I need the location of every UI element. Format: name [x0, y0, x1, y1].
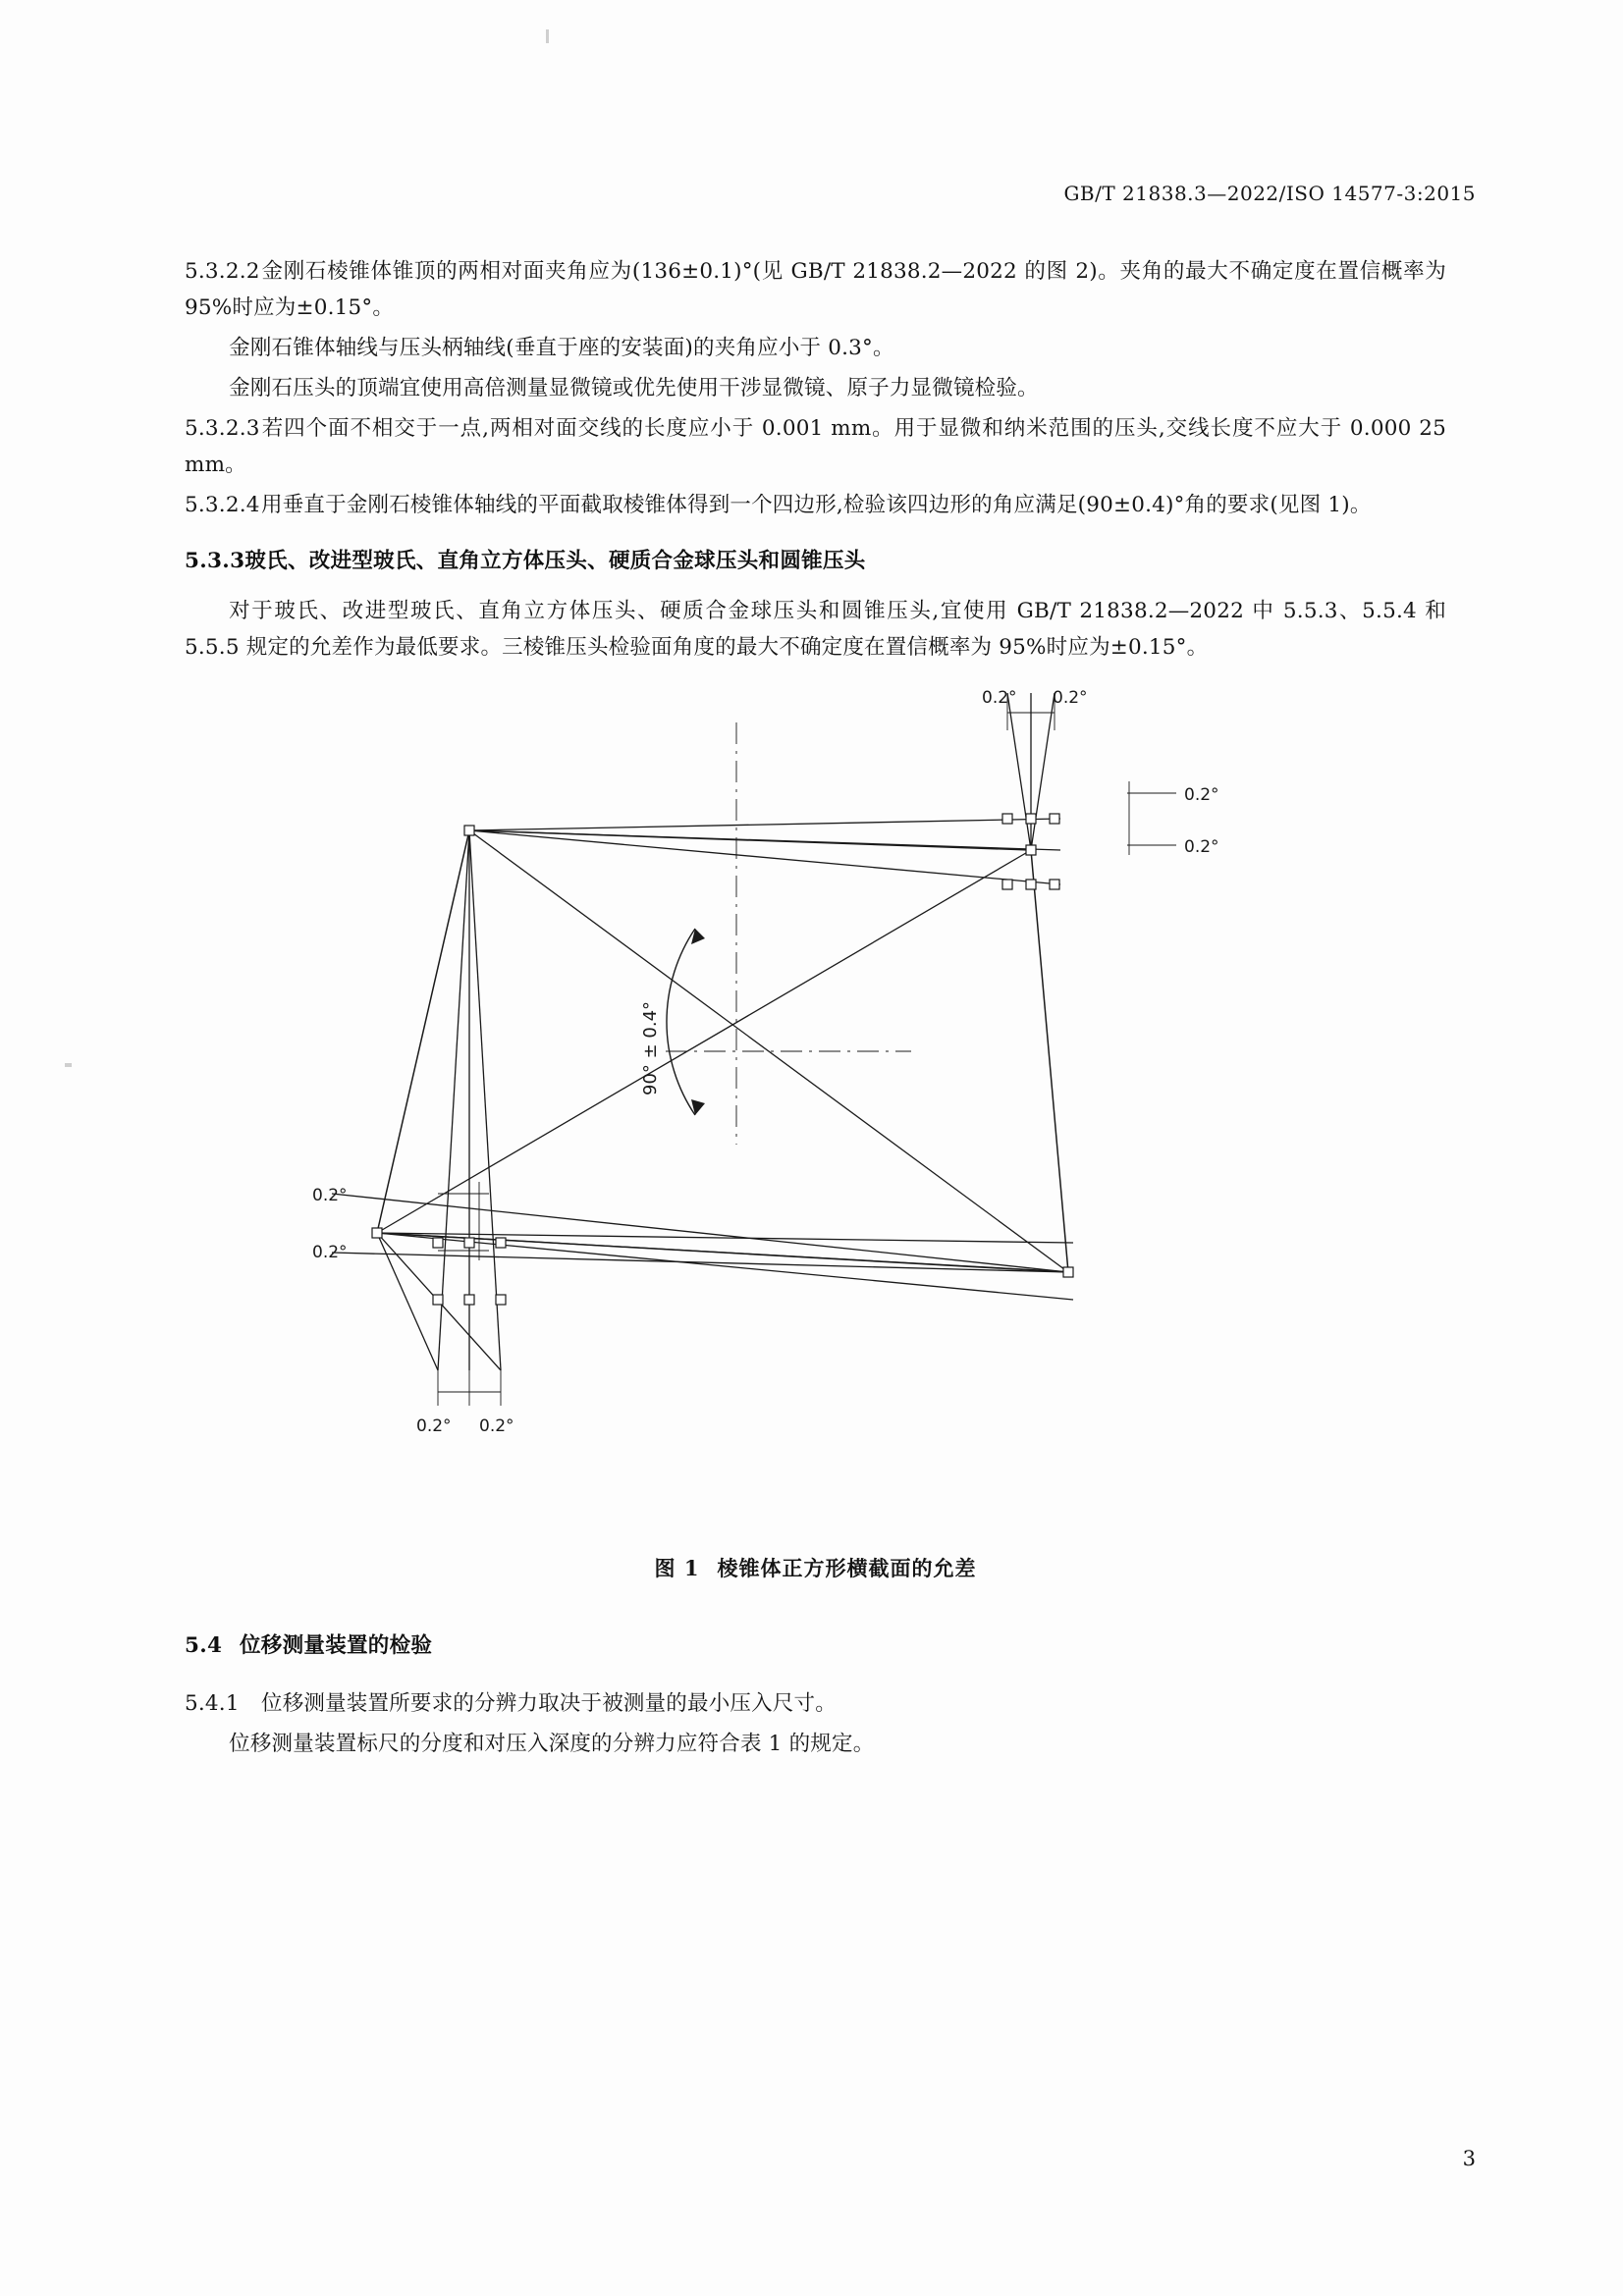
clause-number: 5.4.1 — [185, 1691, 240, 1716]
section-number: 5.4 — [185, 1633, 223, 1658]
clause-text: 若四个面不相交于一点,两相对面交线的长度应小于 0.001 mm。用于显微和纳米范围的压头,交线长度不应大于 0.000 25 mm。 — [185, 416, 1446, 477]
document-body — [185, 253, 1446, 1766]
paragraph-5-4-1-cont: 位移测量装置标尺的分度和对压入深度的分辨力应符合表 1 的规定。 — [229, 1732, 875, 1756]
tolerance-label: 0.2° — [312, 1243, 348, 1262]
paragraph-5-4-1 — [185, 1685, 1446, 1722]
clause-text: 金刚石棱锥体锥顶的两相对面夹角应为(136±0.1)°(见 GB/T 21838.2—2022 的图 2)。夹角的最大不确定度在置信概率为 95%时应为±0.15°。 — [185, 259, 1446, 320]
tolerance-label: 0.2° — [416, 1416, 452, 1436]
clause-text: 位移测量装置所要求的分辨力取决于被测量的最小压入尺寸。 — [261, 1691, 837, 1716]
clause-number: 5.3.2.3 — [185, 416, 260, 441]
figure-1-caption — [185, 1553, 1446, 1582]
angle-label: 90° ± 0.4° — [640, 1000, 661, 1095]
scan-speck — [546, 29, 549, 43]
section-title: 玻氏、改进型玻氏、直角立方体压头、硬质合金球压头和圆锥压头 — [244, 549, 866, 573]
section-heading-5-3-3 — [185, 543, 1446, 579]
figure-1-drawing — [185, 683, 1446, 1547]
page-header-standard-code: GB/T 21838.3—2022/ISO 14577-3:2015 — [1063, 182, 1476, 205]
clause-number: 5.3.2.2 — [185, 259, 260, 284]
figure-label: 图 1 — [654, 1556, 700, 1580]
scan-speck — [65, 1063, 72, 1067]
section-title: 位移测量装置的检验 — [240, 1633, 433, 1658]
paragraph-5-3-2-4 — [185, 487, 1446, 523]
tolerance-label: 0.2° — [1184, 785, 1219, 805]
tolerance-label: 0.2° — [1053, 688, 1088, 708]
tolerance-label: 0.2° — [1184, 837, 1219, 857]
clause-text: 用垂直于金刚石棱锥体轴线的平面截取棱锥体得到一个四边形,检验该四边形的角应满足(90±0.4)°角的要求(见图 1)。 — [261, 493, 1372, 517]
paragraph-5-3-2-2 — [185, 253, 1446, 326]
figure-1-container — [185, 683, 1446, 1547]
paragraph-5-3-2-3 — [185, 410, 1446, 483]
tolerance-label: 0.2° — [982, 688, 1017, 708]
section-heading-5-4 — [185, 1628, 1446, 1664]
tolerance-label: 0.2° — [479, 1416, 514, 1436]
paragraph-axis-angle: 金刚石锥体轴线与压头柄轴线(垂直于座的安装面)的夹角应小于 0.3°。 — [229, 336, 894, 360]
page-number: 3 — [1462, 2147, 1476, 2170]
tolerance-label: 0.2° — [312, 1186, 348, 1205]
paragraph-5-3-3-body: 对于玻氏、改进型玻氏、直角立方体压头、硬质合金球压头和圆锥压头,宜使用 GB/T 21838.2—2022 中 5.5.3、5.5.4 和 5.5.5 规定的允差作为最低要求。三棱锥压头检验面角度的最大不确定度在置信概率为 95%时应为±0.15°。 — [185, 599, 1446, 660]
clause-number: 5.3.2.4 — [185, 493, 260, 517]
section-number: 5.3.3 — [185, 549, 245, 573]
figure-title: 棱锥体正方形横截面的允差 — [717, 1556, 977, 1580]
paragraph-microscope: 金刚石压头的顶端宜使用高倍测量显微镜或优先使用干涉显微镜、原子力显微镜检验。 — [229, 376, 1039, 400]
